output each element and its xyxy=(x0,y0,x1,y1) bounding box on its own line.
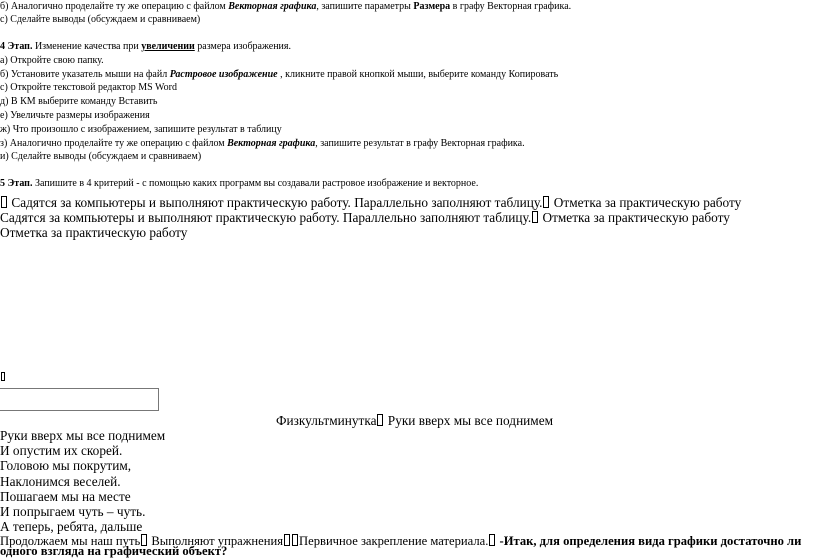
stage4-step-z: з) Аналогично проделайте ту же операцию с файлом Векторная графика, запишите результат в графу Векторная графика. xyxy=(0,138,525,149)
poem-line: Наклонимся веселей. xyxy=(0,474,121,489)
stage4-step-d: д) В КМ выберите команду Вставить xyxy=(0,96,158,107)
stage4-step-e: е) Увеличьте размеры изображения xyxy=(0,110,150,121)
missing-glyph-icon xyxy=(1,196,7,208)
stage4-step-zh: ж) Что произошло с изображением, запишите результат в таблицу xyxy=(0,124,282,135)
missing-glyph-icon xyxy=(532,211,538,223)
practical-line-2: Садятся за компьютеры и выполняют практическую работу. Параллельно заполняют таблицу. Отметка за практическую работу xyxy=(0,210,730,225)
poem-line: И попрыгаем чуть – чуть. xyxy=(0,504,146,519)
missing-glyph-icon xyxy=(543,196,549,208)
empty-frame xyxy=(0,388,159,411)
missing-glyph-icon xyxy=(489,534,495,546)
poem-line: А теперь, ребята, дальше xyxy=(0,519,143,534)
stage4-step-i: и) Сделайте выводы (обсуждаем и сравниваем) xyxy=(0,151,202,162)
poem-line: И опустим их скорей. xyxy=(0,443,123,458)
file-name-raster: Растровое изображение xyxy=(169,69,278,80)
practical-line-3: Отметка за практическую работу xyxy=(0,225,188,240)
stage4-heading: 4 Этап. Изменение качества при увеличении размера изображения. xyxy=(0,41,292,52)
fizkult-heading: Физкультминутка Руки вверх мы все поднимем xyxy=(276,413,554,428)
final-line: Продолжаем мы наш путь Выполняют упражнения Первичное закрепление материала. -Итак, для определения вида графики достаточно ли xyxy=(0,534,802,548)
step-c-conclusions: с) Сделайте выводы (обсуждаем и сравниваем) xyxy=(0,14,201,25)
file-name-vector-2: Векторная графика xyxy=(227,138,316,149)
poem-line: Пошагаем мы на месте xyxy=(0,489,131,504)
stage4-step-b: б) Установите указатель мыши на файл Растровое изображение , кликните правой кнопкой мыши, выберите команду Копировать xyxy=(0,69,559,80)
missing-glyph-icon xyxy=(292,534,298,546)
file-name-vector: Векторная графика xyxy=(228,1,317,12)
poem-line: Головою мы покрутим, xyxy=(0,458,132,473)
stage4-step-a: а) Откройте свою папку. xyxy=(0,55,104,66)
practical-line-1: Садятся за компьютеры и выполняют практическую работу. Параллельно заполняют таблицу. Отметка за практическую работу xyxy=(0,195,741,210)
stage4-step-c: с) Откройте текстовой редактор MS Word xyxy=(0,82,178,93)
stage5-heading: 5 Этап. Запишите в 4 критерий - с помощью каких программ вы создавали растровое изображение и векторное. xyxy=(0,178,479,189)
final-line-2: одного взгляда на графический объект? xyxy=(0,544,228,558)
missing-glyph-icon xyxy=(377,414,383,426)
missing-glyph-icon xyxy=(284,534,290,546)
poem-line: Руки вверх мы все поднимем xyxy=(0,428,166,443)
missing-glyph-icon xyxy=(1,372,5,381)
step-b-vector: б) Аналогично проделайте ту же операцию с файлом Векторная графика, запишите параметры Размера в графу Векторная графика. xyxy=(0,1,572,12)
